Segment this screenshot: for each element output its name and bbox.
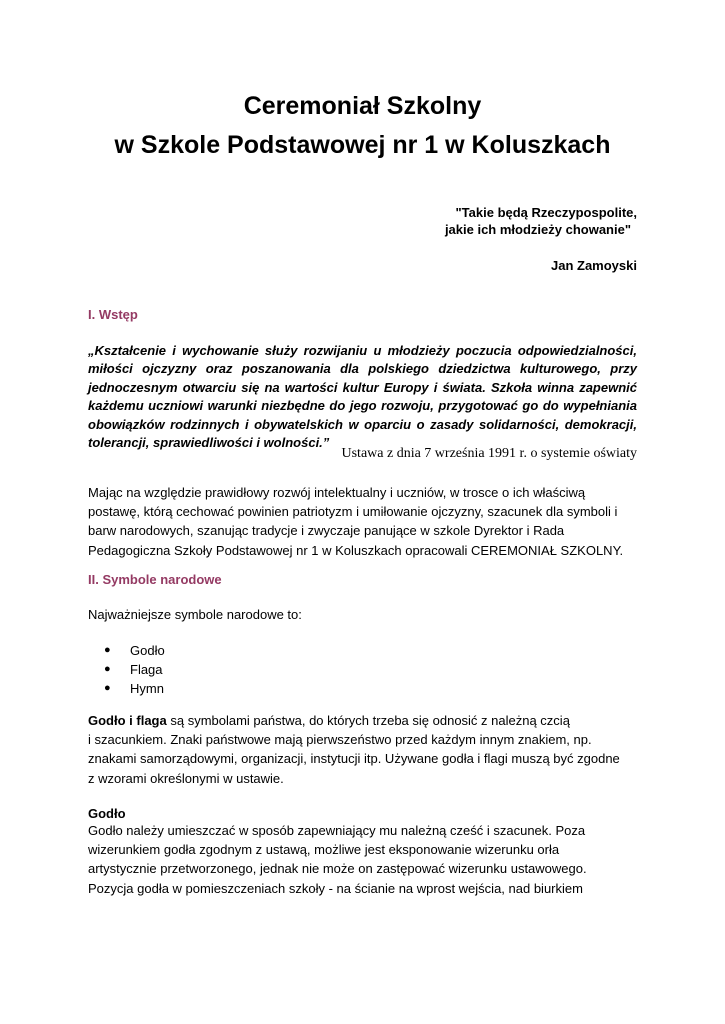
symbols-list [104,641,165,699]
bold-term: Godło i flaga [88,713,167,728]
godlo-paragraph-line: artystycznie przetworzonego, jednak nie może on zastępować wizerunku ustawowego. [88,861,587,877]
list-item-label: Godło [130,643,165,658]
godlo-paragraph [88,821,648,898]
symbols-paragraph [88,711,648,788]
bullet-icon: ● [104,644,111,656]
intro-paragraph-line: Mając na względzie prawidłowy rozwój intelektualny i uczniów, w trosce o ich właściwą [88,485,586,500]
intro-paragraph-line: barw narodowych, szanując tradycje i zwyczaje panujące w szkole Dyrektor i Rada [88,523,565,539]
list-item-label: Flaga [130,662,163,678]
symbols-paragraph-line [88,711,648,730]
intro-paragraph [88,483,648,560]
document-title-line1: Ceremoniał Szkolny [243,92,482,120]
document-title-line2: w Szkole Podstawowej nr 1 w Koluszkach [114,131,611,159]
symbols-intro: Najważniejsze symbole narodowe to: [88,607,302,622]
godlo-heading: Godło [88,806,126,821]
list-item [104,679,165,698]
symbols-paragraph-line: i szacunkiem. Znaki państwowe mają pierwszeństwo przed każdym innym znakiem, np. [88,732,592,748]
godlo-paragraph-line: Pozycja godła w pomieszczeniach szkoły - na ścianie na wprost wejścia, nad biurkiem [88,880,583,896]
symbols-paragraph-text: są symbolami państwa, do których trzeba się odnosić z należną czcią [166,713,570,728]
motto-line2: jakie ich młodzieży chowanie" [444,222,631,237]
quote-paragraph: „Kształcenie i wychowanie służy rozwijaniu u młodzieży poczucia odpowiedzialności, miłości ojczyzny oraz poszanowania dla polskiego dziedzictwa kulturowego, przy jednoczesnym otwarciu się na wartości kultur Europy i świata. Szkoła winna zapewnić każdemu uczniowi warunki niezbędne do jego rozwoju, przygotować go do wypełniania obowiązków rodzinnych i obywatelskich w oparciu o zasady solidarności, demokracji, tolerancji, sprawiedliwości i wolności.” [88,343,637,451]
godlo-paragraph-line: wizerunkiem godła zgodnym z ustawą, możliwe jest eksponowanie wizerunku orła [88,842,560,858]
motto-line1: "Takie będą Rzeczypospolite, [455,205,637,220]
intro-paragraph-line: postawę, którą cechować powinien patriotyzm i umiłowanie ojczyzny, szacunek dla symboli i [88,504,618,520]
bullet-icon: ● [104,682,111,695]
list-item [104,660,165,679]
quote-citation: Ustawa z dnia 7 września 1991 r. o systemie oświaty [341,446,637,461]
section-heading-intro: I. Wstęp [88,307,138,322]
list-item-label: Hymn [130,681,164,697]
godlo-paragraph-line: Godło należy umieszczać w sposób zapewniający mu należną cześć i szacunek. Poza [88,823,586,838]
list-item [104,641,165,660]
section-heading-symbols: II. Symbole narodowe [88,572,222,587]
intro-paragraph-line: Pedagogiczna Szkoły Podstawowej nr 1 w Koluszkach opracowali CEREMONIAŁ SZKOLNY. [88,542,624,558]
symbols-paragraph-line: z wzorami określonymi w ustawie. [88,770,284,786]
symbols-paragraph-line: znakami samorządowymi, organizacji, instytucji itp. Używane godła i flagi muszą być zgodne [88,751,620,767]
motto-author: Jan Zamoyski [551,258,637,273]
bullet-icon: ● [104,663,111,676]
